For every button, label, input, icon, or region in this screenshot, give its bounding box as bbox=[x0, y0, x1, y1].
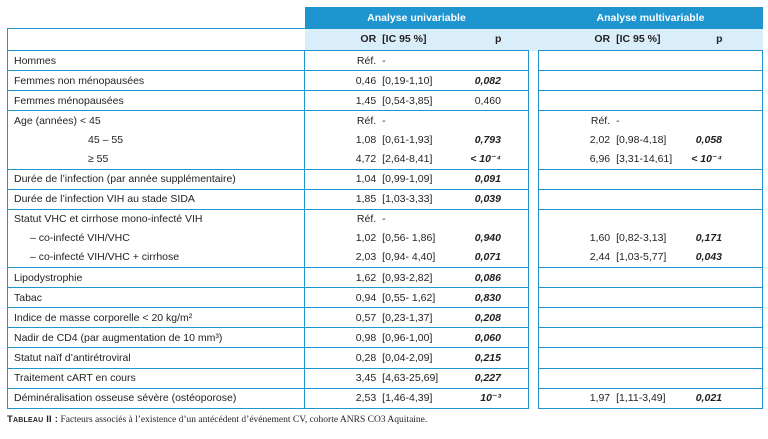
table-row: Age (années) < 45 Réf. - Réf. - bbox=[8, 111, 763, 131]
table-row: – co-infecté VIH/VHC + cirrhose 2,03 [0,94- 4,40] 0,071 2,44 [1,03-5,77] 0,043 bbox=[8, 248, 763, 268]
table-row: Statut VHC et cirrhose mono-infecté VIH Réf. - bbox=[8, 209, 763, 229]
table-row: ≥ 55 4,72 [2,64-8,41] < 10⁻⁴ 6,96 [3,31-14,61] < 10⁻⁴ bbox=[8, 149, 763, 169]
univariable-header: Analyse univariable bbox=[305, 7, 529, 29]
table-row: Femmes ménopausées 1,45 [0,54-3,85] 0,460 bbox=[8, 91, 763, 111]
caption-text: Facteurs associés à l’existence d’un antécédent d’événement CV, cohorte ANRS CO3 Aquitaine. bbox=[58, 415, 428, 425]
or-header-multi: OR bbox=[538, 29, 613, 51]
table-caption bbox=[7, 414, 427, 425]
or-header: OR bbox=[305, 29, 380, 51]
table-row: Déminéralisation osseuse sévère (ostéoporose) 2,53 [1,46-4,39] 10⁻³ 1,97 [1,11-3,49] 0,021 bbox=[8, 388, 763, 408]
table-row: Femmes non ménopausées 0,46 [0,19-1,10] 0,082 bbox=[8, 71, 763, 91]
p-header: p bbox=[454, 29, 529, 51]
table-row: Indice de masse corporelle < 20 kg/m² 0,57 [0,23-1,37] 0,208 bbox=[8, 308, 763, 328]
table-row: Tabac 0,94 [0,55- 1,62] 0,830 bbox=[8, 288, 763, 308]
multivariable-header: Analyse multivariable bbox=[538, 7, 762, 29]
ic-header: [IC 95 %] bbox=[379, 29, 454, 51]
table-row: Durée de l’infection VIH au stade SIDA 1,85 [1,03-3,33] 0,039 bbox=[8, 189, 763, 209]
table-row: Hommes Réf. - bbox=[8, 51, 763, 71]
table-row: Durée de l’infection (par année supplémentaire) 1,04 [0,99-1,09] 0,091 bbox=[8, 169, 763, 189]
table-row: Traitement cART en cours 3,45 [4,63-25,69] 0,227 bbox=[8, 368, 763, 388]
header-row-columns bbox=[8, 29, 763, 51]
table-row: Lipodystrophie 1,62 [0,93-2,82] 0,086 bbox=[8, 268, 763, 288]
table-row: – co-infecté VIH/VHC 1,02 [0,56- 1,86] 0,940 1,60 [0,82-3,13] 0,171 bbox=[8, 229, 763, 248]
caption-lead: Tableau II : bbox=[7, 414, 59, 425]
table-row: 45 – 55 1,08 [0,61-1,93] 0,793 2,02 [0,98-4,18] 0,058 bbox=[8, 130, 763, 149]
header-row-groups bbox=[8, 7, 763, 29]
table-row: Nadir de CD4 (par augmentation de 10 mm³) 0,98 [0,96-1,00] 0,060 bbox=[8, 328, 763, 348]
table-row: Statut naïf d’antirétroviral 0,28 [0,04-2,09] 0,215 bbox=[8, 348, 763, 368]
p-header-multi: p bbox=[688, 29, 763, 51]
results-table bbox=[7, 7, 763, 409]
ic-header-multi: [IC 95 %] bbox=[613, 29, 688, 51]
